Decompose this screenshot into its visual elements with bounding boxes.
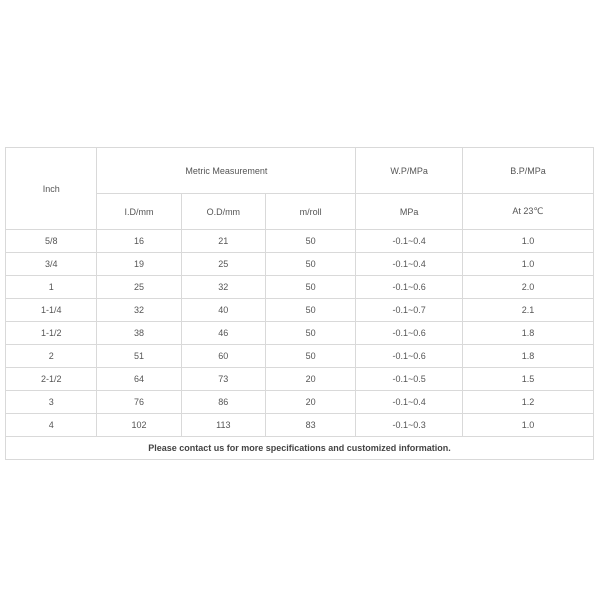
cell-inner-diameter: 25 [97, 276, 181, 299]
cell-meters-per-roll: 50 [265, 322, 355, 345]
cell-working-pressure: -0.1~0.6 [356, 322, 463, 345]
cell-burst-pressure: 2.0 [462, 276, 593, 299]
cell-burst-pressure: 1.0 [462, 253, 593, 276]
cell-inner-diameter: 32 [97, 299, 181, 322]
cell-burst-pressure: 1.8 [462, 345, 593, 368]
header-row-top [6, 148, 594, 194]
table-row [6, 414, 594, 437]
cell-inner-diameter: 102 [97, 414, 181, 437]
table-row [6, 322, 594, 345]
cell-inner-diameter: 19 [97, 253, 181, 276]
header-bp-unit: At 23℃ [462, 194, 593, 230]
cell-inner-diameter: 64 [97, 368, 181, 391]
cell-inner-diameter: 51 [97, 345, 181, 368]
header-wp-unit: MPa [356, 194, 463, 230]
cell-meters-per-roll: 50 [265, 253, 355, 276]
table-row [6, 253, 594, 276]
cell-outer-diameter: 86 [181, 391, 265, 414]
cell-inch: 1-1/2 [6, 322, 97, 345]
footer-row [6, 437, 594, 460]
cell-inner-diameter: 38 [97, 322, 181, 345]
cell-working-pressure: -0.1~0.7 [356, 299, 463, 322]
cell-inch: 3 [6, 391, 97, 414]
cell-meters-per-roll: 50 [265, 345, 355, 368]
cell-working-pressure: -0.1~0.6 [356, 276, 463, 299]
cell-meters-per-roll: 20 [265, 391, 355, 414]
cell-inch: 3/4 [6, 253, 97, 276]
cell-meters-per-roll: 20 [265, 368, 355, 391]
table-row [6, 230, 594, 253]
cell-outer-diameter: 40 [181, 299, 265, 322]
cell-outer-diameter: 32 [181, 276, 265, 299]
header-inner-diameter: I.D/mm [97, 194, 181, 230]
cell-outer-diameter: 46 [181, 322, 265, 345]
cell-burst-pressure: 1.5 [462, 368, 593, 391]
cell-inch: 2-1/2 [6, 368, 97, 391]
table-row [6, 368, 594, 391]
cell-working-pressure: -0.1~0.5 [356, 368, 463, 391]
cell-working-pressure: -0.1~0.3 [356, 414, 463, 437]
table-row [6, 276, 594, 299]
cell-inner-diameter: 16 [97, 230, 181, 253]
cell-working-pressure: -0.1~0.6 [356, 345, 463, 368]
spec-table [5, 147, 594, 460]
cell-working-pressure: -0.1~0.4 [356, 230, 463, 253]
header-meters-per-roll: m/roll [265, 194, 355, 230]
cell-inch: 1 [6, 276, 97, 299]
header-metric-measurement: Metric Measurement [97, 148, 356, 194]
cell-burst-pressure: 1.2 [462, 391, 593, 414]
cell-inner-diameter: 76 [97, 391, 181, 414]
cell-outer-diameter: 21 [181, 230, 265, 253]
cell-burst-pressure: 1.0 [462, 414, 593, 437]
cell-meters-per-roll: 50 [265, 230, 355, 253]
cell-working-pressure: -0.1~0.4 [356, 391, 463, 414]
cell-inch: 1-1/4 [6, 299, 97, 322]
cell-meters-per-roll: 50 [265, 299, 355, 322]
cell-working-pressure: -0.1~0.4 [356, 253, 463, 276]
cell-inch: 5/8 [6, 230, 97, 253]
cell-outer-diameter: 113 [181, 414, 265, 437]
table-row [6, 345, 594, 368]
header-working-pressure: W.P/MPa [356, 148, 463, 194]
cell-outer-diameter: 60 [181, 345, 265, 368]
cell-meters-per-roll: 83 [265, 414, 355, 437]
header-outer-diameter: O.D/mm [181, 194, 265, 230]
cell-burst-pressure: 1.8 [462, 322, 593, 345]
table-row [6, 391, 594, 414]
cell-outer-diameter: 73 [181, 368, 265, 391]
cell-burst-pressure: 1.0 [462, 230, 593, 253]
cell-outer-diameter: 25 [181, 253, 265, 276]
table-row [6, 299, 594, 322]
cell-burst-pressure: 2.1 [462, 299, 593, 322]
header-inch: Inch [6, 148, 97, 230]
cell-inch: 2 [6, 345, 97, 368]
footer-note: Please contact us for more specifications and customized information. [6, 437, 594, 460]
cell-inch: 4 [6, 414, 97, 437]
cell-meters-per-roll: 50 [265, 276, 355, 299]
header-burst-pressure: B.P/MPa [462, 148, 593, 194]
